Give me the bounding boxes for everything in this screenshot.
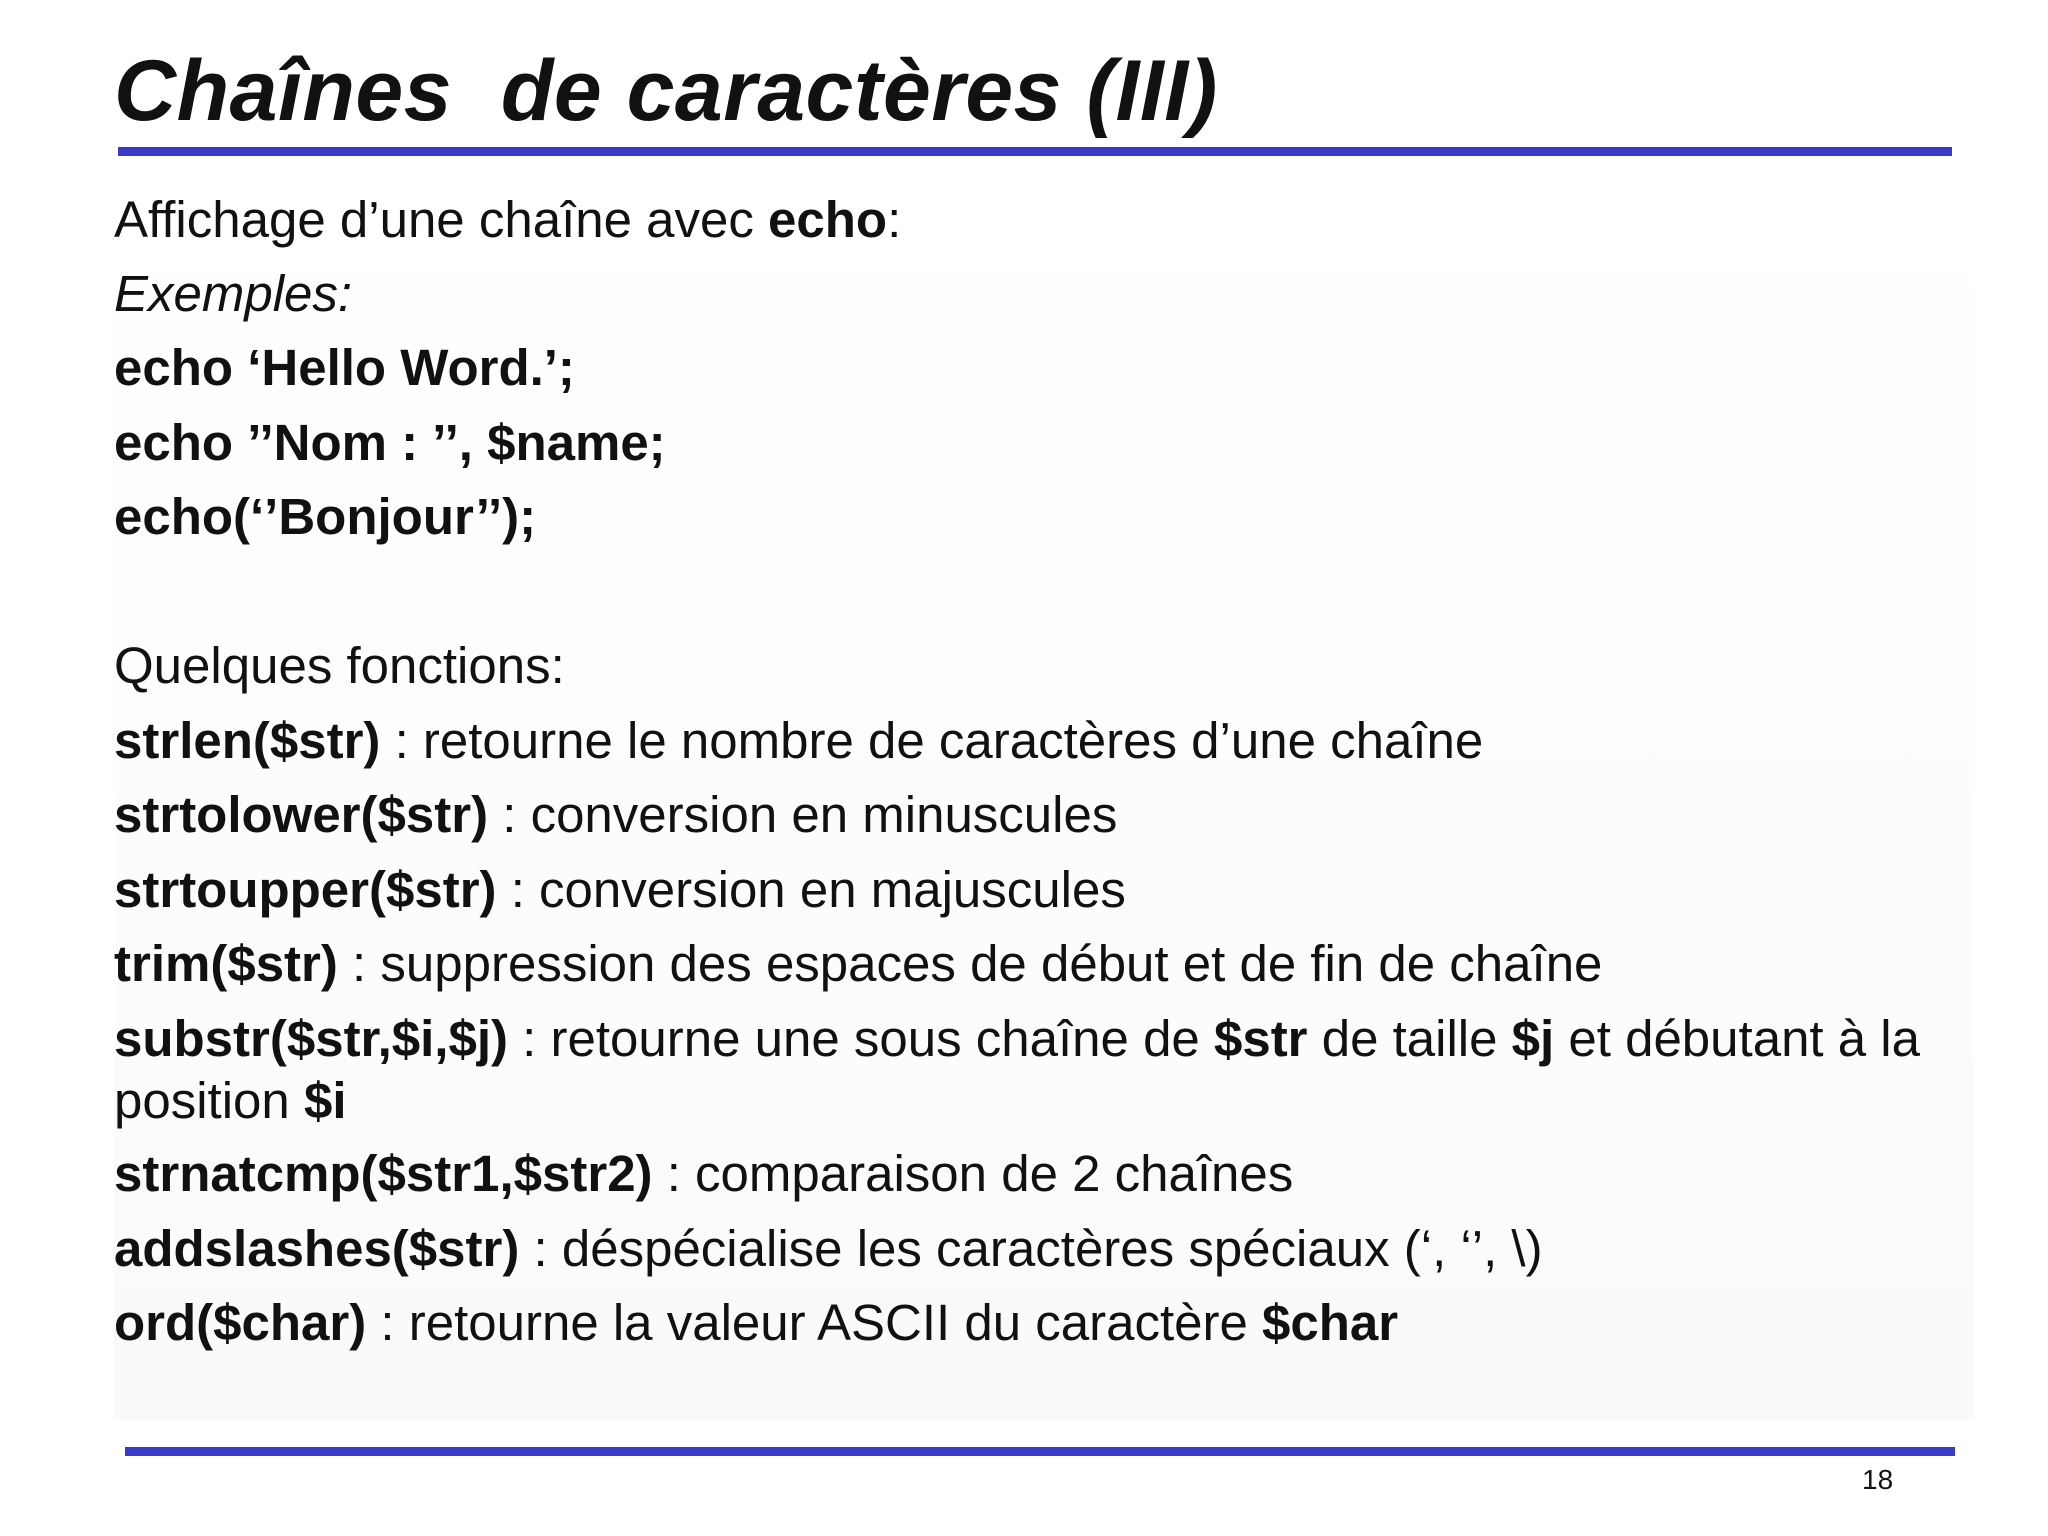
example-line: echo(‘’Bonjour’’);: [114, 488, 537, 545]
function-description: : déspécialise les caractères spéciaux (‘, ‘’, \): [519, 1220, 1543, 1277]
function-signature: strlen($str): [114, 712, 381, 769]
examples-label: Exemples:: [114, 265, 353, 322]
function-signature: strtolower($str): [114, 786, 489, 843]
echo-intro: [114, 189, 901, 251]
function-description: : comparaison de 2 chaînes: [652, 1145, 1294, 1202]
function-description: et débutant à la position: [114, 1010, 1920, 1129]
function-description: : retourne la valeur ASCII du caractère: [366, 1294, 1263, 1351]
echo-intro-colon: :: [887, 191, 902, 248]
function-description: : retourne le nombre de caractères d’une chaîne: [380, 712, 1484, 769]
param-char: $char: [1262, 1294, 1399, 1351]
function-signature: addslashes($str): [114, 1220, 520, 1277]
param-j: $j: [1511, 1010, 1555, 1067]
function-description: : conversion en minuscules: [488, 786, 1118, 843]
example-line: echo ‘Hello Word.’;: [114, 339, 575, 396]
title-underline: [118, 147, 1952, 156]
function-description: : retourne une sous chaîne de: [507, 1010, 1214, 1067]
function-item-ord: [114, 1292, 1398, 1354]
function-signature: substr($str,$i,$j): [114, 1010, 508, 1067]
param-str: $str: [1213, 1010, 1308, 1067]
function-signature: trim($str): [114, 935, 338, 992]
function-item-trim: [114, 933, 1602, 995]
function-description: de taille: [1307, 1010, 1512, 1067]
example-line: echo ’’Nom : ’’, $name;: [114, 414, 666, 471]
function-item-strtoupper: [114, 859, 1126, 921]
function-description: : conversion en majuscules: [496, 861, 1126, 918]
slide-title: Chaînes de caractères (III): [114, 43, 1218, 139]
function-description: : suppression des espaces de début et de fin de chaîne: [337, 935, 1603, 992]
echo-keyword: echo: [768, 191, 888, 248]
function-item-strlen: [114, 710, 1483, 772]
function-item-addslashes: [114, 1218, 1543, 1280]
footer-rule: [125, 1447, 1955, 1456]
function-item-strnatcmp: [114, 1143, 1293, 1205]
function-signature: ord($char): [114, 1294, 367, 1351]
function-item-strtolower: [114, 784, 1117, 846]
param-i: $i: [303, 1072, 347, 1129]
echo-intro-text: Affichage d’une chaîne avec: [114, 191, 769, 248]
function-signature: strnatcmp($str1,$str2): [114, 1145, 653, 1202]
functions-heading: Quelques fonctions:: [114, 637, 565, 694]
page-number: 18: [1862, 1464, 1894, 1495]
function-signature: strtoupper($str): [114, 861, 497, 918]
function-item-substr: [114, 1008, 1974, 1132]
